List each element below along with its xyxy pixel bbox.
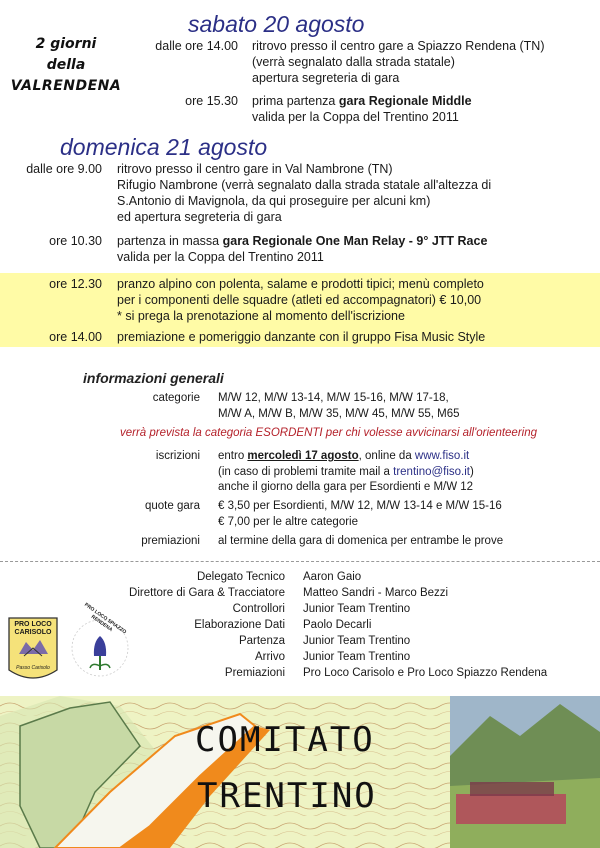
categorie-value [218, 391, 460, 422]
iscrizioni-line: anche il giorno della gara per Esordienti e M/W 12 [218, 481, 474, 493]
sunday-desc-3-line: * si prega la prenotazione al momento dell'iscrizione [117, 309, 405, 323]
fiso-website-link[interactable]: www.fiso.it [414, 450, 470, 462]
section-divider [0, 561, 600, 562]
sunday-title: domenica 21 agosto [60, 134, 268, 160]
badge-line-1: 2 giorni [35, 36, 97, 52]
credit-role: Arrivo [254, 651, 285, 663]
credit-role: Delegato Tecnico [196, 571, 285, 583]
quote-value [218, 499, 502, 530]
credit-role: Partenza [238, 635, 285, 647]
iscrizioni-value [218, 449, 474, 496]
carisolo-bottom-text: Passo Carisolo [16, 665, 50, 671]
sunday-desc-1-line: Rifugio Nambrone (verrà segnalato dalla strada statale all'altezza di [117, 178, 492, 192]
map-background [0, 696, 600, 848]
badge-line-3: VALRENDENA [10, 78, 122, 94]
sunday-desc-1-line: ritrovo presso il centro gare in Val Nambrone (TN) [117, 162, 393, 176]
categorie-label: categorie [152, 392, 200, 404]
sunday-time-4: ore 14.00 [49, 330, 102, 344]
credit-name: Junior Team Trentino [303, 603, 411, 615]
banner-line-1: COMITATO [195, 720, 375, 760]
info-title: informazioni generali [83, 370, 224, 386]
credit-role: Elaborazione Dati [194, 619, 285, 631]
banner-line-2: TRENTINO [197, 776, 377, 816]
credit-name: Junior Team Trentino [303, 651, 411, 663]
saturday-desc-2 [252, 93, 472, 125]
saturday-time-1: dalle ore 14.00 [155, 39, 238, 53]
esordienti-note: verrà prevista la categoria ESORDENTI per chi volesse avvicinarsi all'orienteering [120, 427, 538, 439]
credit-name: Aaron Gaio [303, 571, 362, 583]
quote-line: € 3,50 per Esordienti, M/W 12, M/W 13-14 e M/W 15-16 [218, 500, 502, 512]
saturday-race-name: gara Regionale Middle [338, 94, 472, 108]
iscrizioni-text: , online da [358, 450, 415, 462]
premiazioni-label: premiazioni [141, 535, 200, 547]
credit-name: Junior Team Trentino [303, 635, 411, 647]
credit-role: Premiazioni [224, 667, 285, 679]
badge-line-2: della [46, 57, 86, 73]
quote-label: quote gara [145, 500, 200, 512]
saturday-desc-1-line: ritrovo presso il centro gare a Spiazzo Rendena (TN) [252, 39, 545, 53]
saturday-time-2: ore 15.30 [185, 94, 238, 108]
carisolo-name-text: CARISOLO [14, 629, 52, 636]
credit-name: Paolo Decarli [303, 619, 372, 631]
credit-role: Direttore di Gara & Tracciatore [129, 587, 285, 599]
pro-loco-spiazzo-logo [66, 601, 134, 684]
sunday-time-2: ore 10.30 [49, 234, 102, 248]
sunday-time-1: dalle ore 9.00 [26, 162, 102, 176]
sunday-race-name: gara Regionale One Man Relay - 9° JTT Race [222, 234, 488, 248]
premiazioni-value: al termine della gara di domenica per entrambe le prove [218, 535, 504, 547]
sunday-desc-1 [117, 161, 491, 225]
sunday-desc-3 [117, 276, 484, 324]
saturday-desc-1-line: (verrà segnalato dalla strada statale) [252, 55, 455, 69]
credit-name: Matteo Sandri - Marco Bezzi [303, 587, 449, 599]
sunday-desc-2 [117, 233, 487, 265]
spiazzo-logo-text: PRO LOCO SPIAZZO RENDENA [83, 601, 128, 636]
iscrizioni-text: ) [470, 465, 474, 478]
categorie-line: M/W 12, M/W 13-14, M/W 15-16, M/W 17-18, [218, 392, 449, 404]
credit-role: Controllori [232, 603, 285, 615]
sunday-desc-1-line: S.Antonio di Mavignola, da qui proseguire per alcuni km) [117, 194, 431, 208]
pro-loco-carisolo-logo [6, 614, 60, 684]
sunday-desc-2-text: partenza in massa [117, 234, 223, 248]
sunday-desc-4: premiazione e pomeriggio danzante con il gruppo Fisa Music Style [117, 330, 486, 344]
saturday-desc-2-line: valida per la Coppa del Trentino 2011 [252, 110, 459, 124]
trentino-email-link[interactable]: trentino@fiso.it [393, 465, 470, 478]
saturday-desc-1 [252, 38, 545, 86]
carisolo-top-text: PRO LOCO [14, 621, 52, 628]
categorie-line: M/W A, M/W B, M/W 35, M/W 45, M/W 55, M65 [218, 407, 460, 420]
saturday-desc-1-line: apertura segreteria di gara [252, 71, 400, 85]
sunday-desc-2-line: valida per la Coppa del Trentino 2011 [117, 250, 324, 264]
sunday-desc-1-line: ed apertura segreteria di gara [117, 210, 282, 224]
iscrizioni-text: entro [218, 450, 248, 462]
deadline-date: mercoledì 17 agosto [247, 450, 359, 462]
saturday-title: sabato 20 agosto [188, 11, 365, 37]
event-badge [2, 34, 130, 97]
sunday-desc-3-line: per i componenti delle squadre (atleti ed accompagnatori) € 10,00 [117, 293, 482, 307]
credit-name: Pro Loco Carisolo e Pro Loco Spiazzo Rendena [303, 667, 548, 679]
orienteering-map-banner [0, 696, 600, 848]
iscrizioni-text: (in caso di problemi tramite mail a [218, 465, 394, 478]
sunday-time-3: ore 12.30 [49, 277, 102, 291]
saturday-desc-2-text: prima partenza [252, 94, 339, 108]
iscrizioni-label: iscrizioni [155, 450, 200, 462]
sunday-desc-3-line: pranzo alpino con polenta, salame e prodotti tipici; menù completo [117, 277, 484, 291]
quote-line: € 7,00 per le altre categorie [218, 515, 359, 528]
